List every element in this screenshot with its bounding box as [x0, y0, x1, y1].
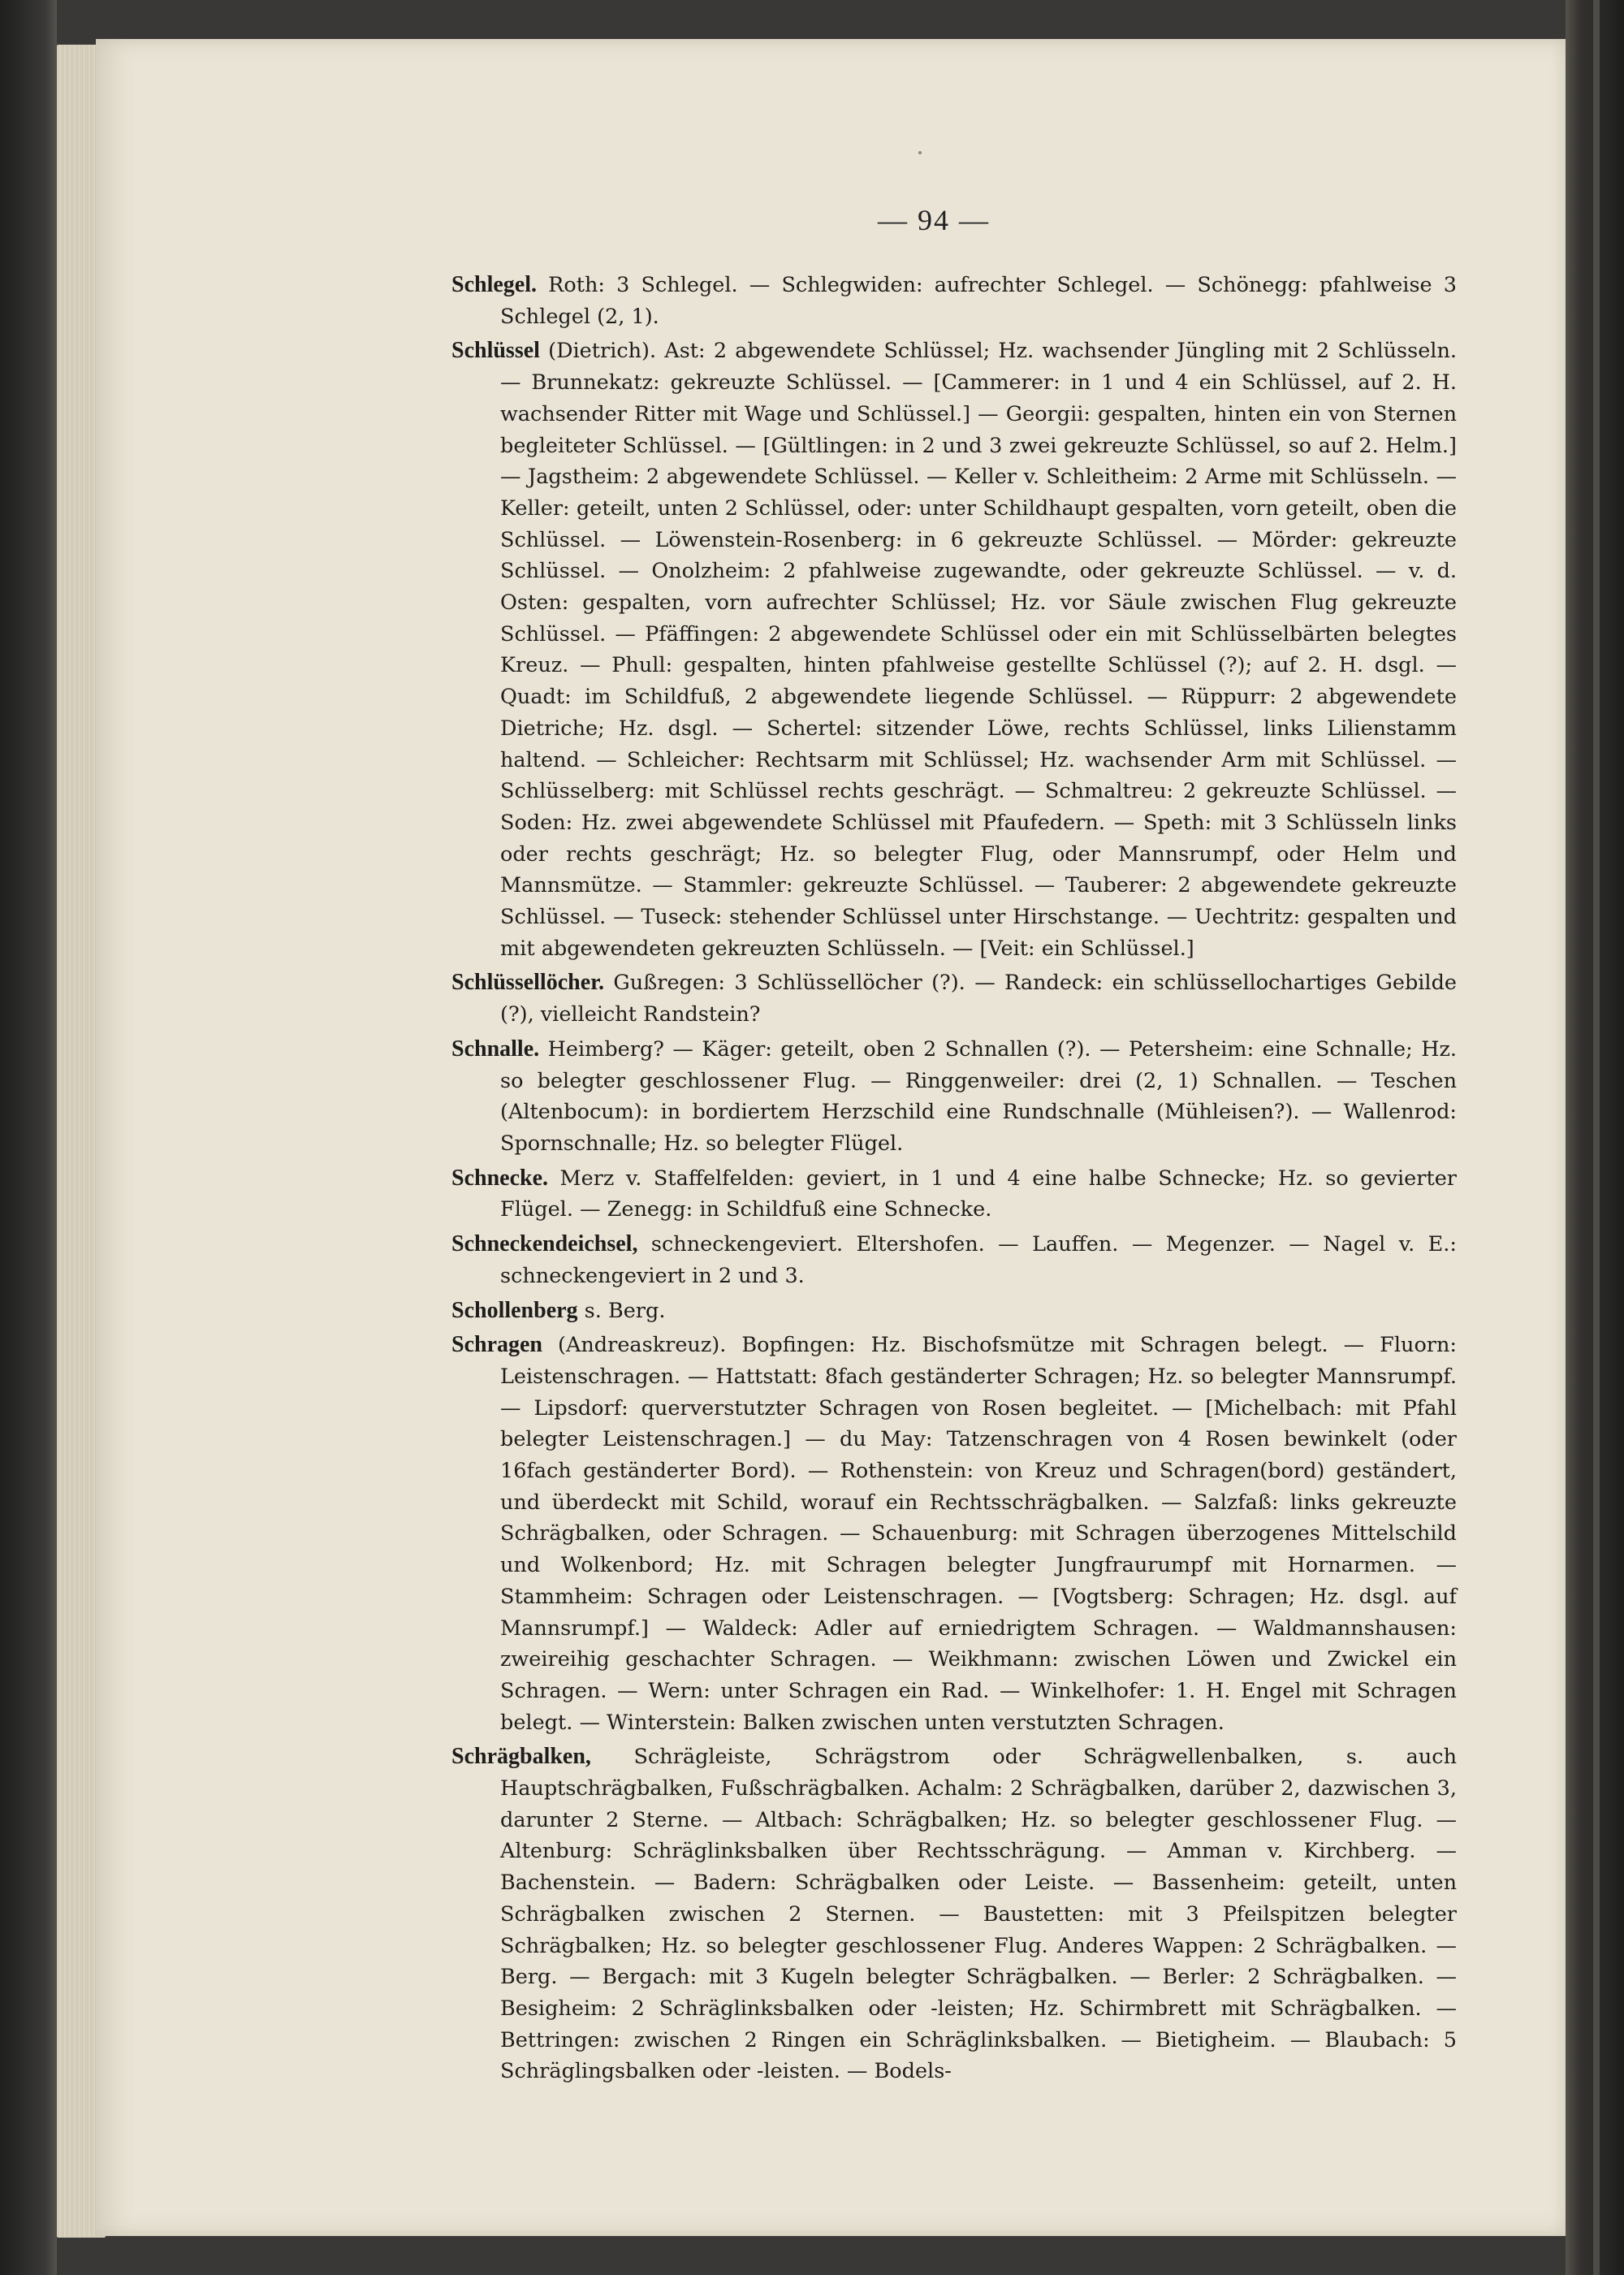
entry-headword: Schlüssel	[451, 338, 540, 364]
entry-headword: Schragen	[451, 1332, 542, 1358]
entry-text: Heimberg? — Käger: geteilt, oben 2 Schnallen (?). — Petersheim: eine Schnalle; Hz. so belegter geschlossener Flug. — Ringgenweiler: drei (2, 1) Schnallen. — Teschen (Altenbocum): in bordiertem Herzschild eine Rundschnalle (Mühleisen?). — Wallenrod: Spornschnalle; Hz. so belegter Flügel.	[500, 1036, 1457, 1156]
entry-headword: Schneckendeichsel,	[451, 1231, 638, 1257]
entry-schnecke	[451, 1163, 1457, 1226]
entry-text: Roth: 3 Schlegel. — Schlegwiden: aufrechter Schlegel. — Schönegg: pfahlweise 3 Schlegel (2, 1).	[500, 273, 1458, 329]
entry-text: Merz v. Staffelfelden: geviert, in 1 und 4 eine halbe Schnecke; Hz. so gevierter Flügel. — Zenegg: in Schildfuß eine Schnecke.	[500, 1166, 1457, 1222]
entry-text: schneckengeviert. Eltershofen. — Lauffen. — Megenzer. — Nagel v. E.: schneckengeviert in 2 und 3.	[500, 1232, 1457, 1288]
entry-schollenberg	[451, 1295, 1457, 1327]
entry-schragen	[451, 1330, 1457, 1738]
lexicon-text-block	[451, 270, 1457, 2091]
entry-headword: Schnecke.	[451, 1165, 548, 1191]
entry-headword: Schollenberg	[451, 1297, 578, 1323]
entry-schlegel	[451, 270, 1457, 332]
entry-text: Gußregen: 3 Schlüssellöcher (?). — Randeck: ein schlüssellochartiges Gebilde (?), vielleicht Randstein?	[500, 971, 1457, 1027]
entry-headword: Schlüssellöcher.	[451, 970, 604, 996]
entry-schraegbalken	[451, 1741, 1457, 2087]
paper-speck	[918, 151, 922, 154]
scan-binding-left	[0, 0, 57, 2275]
entry-headword: Schlegel.	[451, 272, 537, 297]
entry-text: (Dietrich). Ast: 2 abgewendete Schlüssel; Hz. wachsender Jüngling mit 2 Schlüsseln. — Brunnekatz: gekreuzte Schlüssel. — [Cammerer: in 1 und 4 ein Schlüssel, auf 2. H. wachsender Ritter mit Wage und Schlüssel.] — Georgii: gespalten, hinten ein von Sternen begleiteter Schlüssel. — [Gültlingen: in 2 und 3 zwei gekreuzte Schlüssel, so auf 2. Helm.] — Jagstheim: 2 abgewendete Schlüssel. — Keller v. Schleitheim: 2 Arme mit Schlüsseln. — Keller: geteilt, unten 2 Schlüssel, oder: unter Schildhaupt gespalten, vorn geteilt, oben die Schlüssel. — Löwenstein-Rosenberg: in 6 gekreuzte Schlüssel. — Mörder: gekreuzte Schlüssel. — Onolzheim: 2 pfahlweise zugewandte, oder gekreuzte Schlüssel. — v. d. Osten: gespalten, vorn aufrechter Schlüssel; Hz. vor Säule zwischen Flug gekreuzte Schlüssel. — Pfäffingen: 2 abgewendete Schlüssel oder ein mit Schlüsselbärten belegtes Kreuz. — Phull: gespalten, hinten pfahlweise gestellte Schlüssel (?); auf 2. H. dsgl. — Quadt: im Schildfuß, 2 abgewendete liegende Schlüssel. — Rüppurr: 2 abgewendete Dietriche; Hz. dsgl. — Schertel: sitzender Löwe, rechts Schlüssel, links Lilienstamm haltend. — Schleicher: Rechtsarm mit Schlüssel; Hz. wachsender Arm mit Schlüssel. — Schlüsselberg: mit Schlüssel rechts geschrägt. — Schmaltreu: 2 gekreuzte Schlüssel. — Soden: Hz. zwei abgewendete Schlüssel mit Pfaufedern. — Speth: mit 3 Schlüsseln links oder rechts geschrägt; Hz. so belegter Flug, oder Mannsrumpf, oder Helm und Mannsmütze. — Stammler: gekreuzte Schlüssel. — Tauberer: 2 abgewendete gekreuzte Schlüssel. — Tuseck: stehender Schlüssel unter Hirschstange. — Uechtritz: gespalten und mit abgewendeten gekreuzten Schlüsseln. — [Veit: ein Schlüssel.]	[500, 339, 1457, 961]
scan-edge-highlight	[1593, 0, 1600, 2275]
entry-headword: Schrägbalken,	[451, 1744, 591, 1770]
entry-text: s. Berg.	[584, 1298, 666, 1323]
page-number: — 94 —	[878, 204, 990, 236]
entry-schluesselloecher	[451, 967, 1457, 1030]
entry-schluessel	[451, 335, 1457, 964]
entry-headword: Schnalle.	[451, 1036, 540, 1062]
entry-text: Schrägleiste, Schrägstrom oder Schrägwellenbalken, s. auch Hauptschrägbalken, Fußschrägbalken. Achalm: 2 Schrägbalken, darüber 2, dazwischen 3, darunter 2 Sterne. — Altbach: Schrägbalken; Hz. so belegter geschlossener Flug. — Altenburg: Schräglinksbalken über Rechtsschrägung. — Amman v. Kirchberg. — Bachenstein. — Badern: Schrägbalken oder Leiste. — Bassenheim: geteilt, unten Schrägbalken zwischen 2 Sternen. — Baustetten: mit 3 Pfeilspitzen belegter Schrägbalken; Hz. so belegter geschlossener Flug. Anderes Wappen: 2 Schrägbalken. — Berg. — Bergach: mit 3 Kugeln belegter Schrägbalken. — Berler: 2 Schrägbalken. — Besigheim: 2 Schräglinksbalken oder -leisten; Hz. Schirmbrett mit Schrägbalken. — Bettringen: zwischen 2 Ringen ein Schräglinksbalken. — Bietigheim. — Blaubach: 5 Schräglingsbalken oder -leisten. — Bodels-	[500, 1745, 1457, 2084]
entry-text: (Andreaskreuz). Bopfingen: Hz. Bischofsmütze mit Schragen belegt. — Fluorn: Leistenschragen. — Hattstatt: 8fach geständerter Schragen; Hz. so belegter Mannsrumpf. — Lipsdorf: querverstutzter Schragen von Rosen begleitet. — [Michelbach: mit Pfahl belegter Leistenschragen.] — du May: Tatzenschragen von 4 Rosen bewinkelt (oder 16fach geständerter Bord). — Rothenstein: von Kreuz und Schragen(bord) geständert, und überdeckt mit Schild, worauf ein Rechtsschrägbalken. — Salzfaß: links gekreuzte Schrägbalken, oder Schragen. — Schauenburg: mit Schragen überzogenes Mittelschild und Wolkenbord; Hz. mit Schragen belegter Jungfraurumpf mit Hornarmen. — Stammheim: Schragen oder Leistenschragen. — [Vogtsberg: Schragen; Hz. dsgl. auf Mannsrumpf.] — Waldeck: Adler auf erniedrigtem Schragen. — Waldmannshausen: zweireihig geschachter Schragen. — Weikhmann: zwischen Löwen und Zwickel ein Schragen. — Wern: unter Schragen ein Rad. — Winkelhofer: 1. H. Engel mit Schragen belegt. — Winterstein: Balken zwischen unten verstutzten Schragen.	[500, 1333, 1457, 1735]
entry-schnalle	[451, 1034, 1457, 1160]
entry-schneckendeichsel	[451, 1229, 1457, 1291]
